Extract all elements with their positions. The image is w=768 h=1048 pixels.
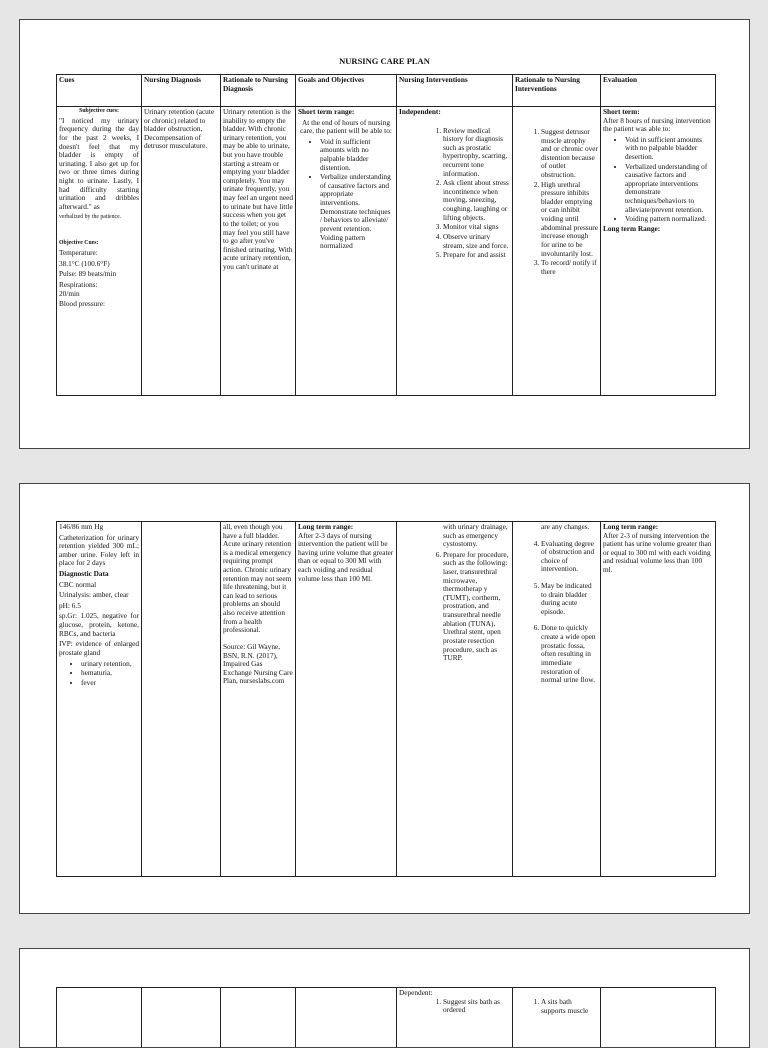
int-rationale-cell — [513, 107, 601, 396]
document-title: NURSING CARE PLAN — [20, 56, 749, 66]
header-nursing-diagnosis: Nursing Diagnosis — [142, 75, 221, 107]
diagnosis-cell — [142, 522, 221, 877]
specific-gravity-text: sp.Gr: 1.025, negative for glucose, protein, ketone, RBCs, and bacteria — [59, 612, 139, 638]
interventions-heading: Independent: — [399, 108, 510, 117]
evaluation-heading: Long term range: — [603, 523, 713, 532]
list-item: 2. Ask client about stress incontinence when moving, sneezing, coughing, laughing or lifting objects. — [443, 179, 510, 222]
care-plan-table — [56, 74, 716, 396]
temperature-label: Temperature: — [59, 249, 139, 258]
blood-pressure-value: 146/86 mm Hg — [59, 523, 139, 532]
goals-heading: Short term range: — [298, 108, 394, 117]
interventions-list — [399, 127, 510, 260]
list-item: • fever — [81, 679, 139, 688]
respirations-value: 20/min — [59, 290, 139, 299]
interventions-continued: with urinary drainage, such as emergency cystostomy. — [399, 523, 510, 549]
cues-cell — [57, 988, 142, 1048]
evaluation-cell — [601, 107, 716, 396]
document-page-1 — [19, 19, 750, 449]
list-item: 6. Prepare for procedure, such as the following: laser, transurethral microwave, thermotherap y (TUMT), cortherm, prostration, and transurethral needle ablation (TUNA), Urethral stent, open prostate resection procedure, such as TURP. — [443, 551, 510, 663]
rationale-diagnosis-cell — [221, 107, 296, 396]
int-rationale-cell — [513, 522, 601, 877]
list-item: • Voiding pattern normalized. — [625, 215, 713, 224]
care-plan-table-continued — [56, 521, 716, 877]
pulse-value: Pulse: 89 beats/min — [59, 270, 139, 279]
list-item: 3. Monitor vital signs — [443, 223, 510, 232]
list-item: 4. Observe urinary stream, size and force. — [443, 233, 510, 250]
evaluation-text: After 2-3 of nursing intervention the patient has urine volume greater than or equal to 300 ml with each voiding and residual volume less than 100 ml. — [603, 532, 713, 575]
list-item: 1. Review medical history for diagnosis such as prostatic hypertrophy, scarring, recurrent tone information. — [443, 127, 510, 179]
list-item: 1. A sits bath supports muscle — [541, 998, 598, 1015]
care-plan-table-continued — [56, 987, 716, 1048]
temperature-value: 38.1°C (100.6°F) — [59, 260, 139, 269]
list-item: • urinary retention, — [81, 660, 139, 669]
int-rationale-list — [515, 540, 598, 685]
ph-text: pH: 6.5 — [59, 602, 139, 611]
table-row — [57, 988, 716, 1048]
diagnosis-cell — [142, 988, 221, 1048]
interventions-list — [399, 551, 510, 663]
table-header-row — [57, 75, 716, 107]
list-item: • hematuria, — [81, 669, 139, 678]
urinalysis-text: Urinalysis: amber, clear — [59, 591, 139, 600]
document-page-2 — [19, 483, 750, 914]
goals-text: After 2-3 days of nursing intervention the patient will be having urine volume that greater than or equal to 300 Ml with each voiding and residual volume less than 100 Ml. — [298, 532, 394, 584]
list-item: 6. Done to quickly create a wide open prostatic fossa, often resulting in immediate restoration of normal urine flow. — [541, 624, 598, 684]
dependent-list — [399, 998, 510, 1015]
blood-pressure-label: Blood pressure: — [59, 300, 139, 309]
goals-heading: Long term range: — [298, 523, 394, 532]
rationale-text: all, even though you have a full bladder. Acute urinary retention is a medical emergency requiring prompt action. Chronic urinary retention may not seem life threatening, but it can lead to serious problems an should also receive attention from a health professional. — [223, 523, 293, 635]
evaluation-cell — [601, 988, 716, 1048]
evaluation-intro: After 8 hours of nursing intervention the patient was able to: — [603, 117, 713, 134]
subjective-text: "I noticed my urinary frequency during the day for the past 2 weeks, I doesn't feel that my bladder is empty of urinating. I also get up for two or three times during night to urinate. Lastly, I had difficulty starting urination and dribbles afterward." as — [59, 117, 139, 212]
list-item: • Verbalized understanding of causative factors and appropriate interventions demonstrate techniques/behaviors to alleviate/prevent retention. — [625, 163, 713, 215]
goals-list — [298, 138, 394, 251]
interventions-cell — [397, 522, 513, 877]
dependent-heading: Dependent: — [399, 989, 510, 998]
table-row — [57, 107, 716, 396]
diagnostic-data-label: Diagnostic Data — [59, 570, 139, 579]
goals-cell — [296, 522, 397, 877]
header-cues: Cues — [57, 75, 142, 107]
document-page-3 — [19, 948, 750, 1048]
list-item: 4. Evaluating degree of obstruction and choice of intervention. — [541, 540, 598, 574]
rationale-diagnosis-cell — [221, 522, 296, 877]
subjective-label: Subjective cues: — [59, 108, 139, 115]
table-row — [57, 522, 716, 877]
interventions-cell — [397, 988, 513, 1048]
catheterization-text: Catheterization for urinary retention yielded 300 mL; amber urine. Foley left in place for 2 days — [59, 534, 139, 568]
evaluation-heading: Short term: — [603, 108, 713, 117]
diagnosis-cell — [142, 107, 221, 396]
goals-cell — [296, 988, 397, 1048]
cbc-text: CBC normal — [59, 581, 139, 590]
cues-cell — [57, 107, 142, 396]
diagnosis-text: Urinary retention (acute or chronic) related to bladder obstruction, Decompensation of detrusor musculature. — [144, 108, 218, 151]
objective-label: Objective Cues: — [59, 240, 139, 247]
header-interventions: Nursing Interventions — [397, 75, 513, 107]
interventions-cell — [397, 107, 513, 396]
int-rationale-list — [515, 998, 598, 1015]
rationale-text: Urinary retention is the inability to empty the bladder. With chronic urinary retention, you may be able to urinate, but you have trouble starting a stream or emptying your bladder completely. You may urinate frequently, you may feel an urgent need to urinate but have little success when you get to the toilet; or you may feel you still have to go after you've finished urinating. With acute urinary retention, you can't urinate at — [223, 108, 293, 272]
rationale-diagnosis-cell — [221, 988, 296, 1048]
header-evaluation: Evaluation — [601, 75, 716, 107]
ivp-findings-list — [59, 660, 139, 688]
goals-intro: At the end of hours of nursing care, the patient will be able to: — [298, 119, 394, 136]
verbalized-note: verbalized by the patience. — [59, 214, 139, 221]
list-item: 5. Prepare for and assist — [443, 251, 510, 260]
source-text: Source: Gil Wayne, BSN, R.N. (2017), Impaired Gas Exchange Nursing Care Plan, nurseslabs.com — [223, 643, 293, 686]
header-rationale-interventions: Rationale to Nursing Interventions — [513, 75, 601, 107]
list-item: 5. May be indicated to drain bladder during acute episode. — [541, 582, 598, 616]
goals-cell — [296, 107, 397, 396]
evaluation-list — [603, 136, 713, 224]
respirations-label: Respirations: — [59, 281, 139, 290]
cues-cell — [57, 522, 142, 877]
header-rationale-diagnosis: Rationale to Nursing Diagnosis — [221, 75, 296, 107]
int-rationale-cell — [513, 988, 601, 1048]
list-item: 2. High urethral pressure inhibits bladder emptying or can inhibit voiding until abdominal pressure increase enough for urine to be involuntarily lost. — [541, 181, 598, 258]
list-item: 3. To record/ notify if there — [541, 259, 598, 276]
evaluation-cell — [601, 522, 716, 877]
int-rationale-continued: are any changes. — [515, 523, 598, 532]
list-item: • Verbalize understanding of causative factors and appropriate interventions. Demonstrate techniques / behaviors to alleviate/ prevent retention. Voiding pattern normalized — [320, 173, 394, 250]
ivp-text: IVP: evidence of enlarged prostate gland — [59, 640, 139, 657]
list-item: • Void in sufficient amounts with no palpable bladder distention. — [320, 138, 394, 172]
long-term-heading: Long term Range: — [603, 225, 713, 234]
list-item: 1. Suggest detrusor muscle atrophy and or chronic over distention because of outlet obstruction. — [541, 128, 598, 180]
list-item: • Void in sufficient amounts with no palpable bladder desertion. — [625, 136, 713, 162]
header-goals: Goals and Objectives — [296, 75, 397, 107]
int-rationale-list — [515, 128, 598, 276]
list-item: 1. Suggest sits bath as ordered — [443, 998, 510, 1015]
